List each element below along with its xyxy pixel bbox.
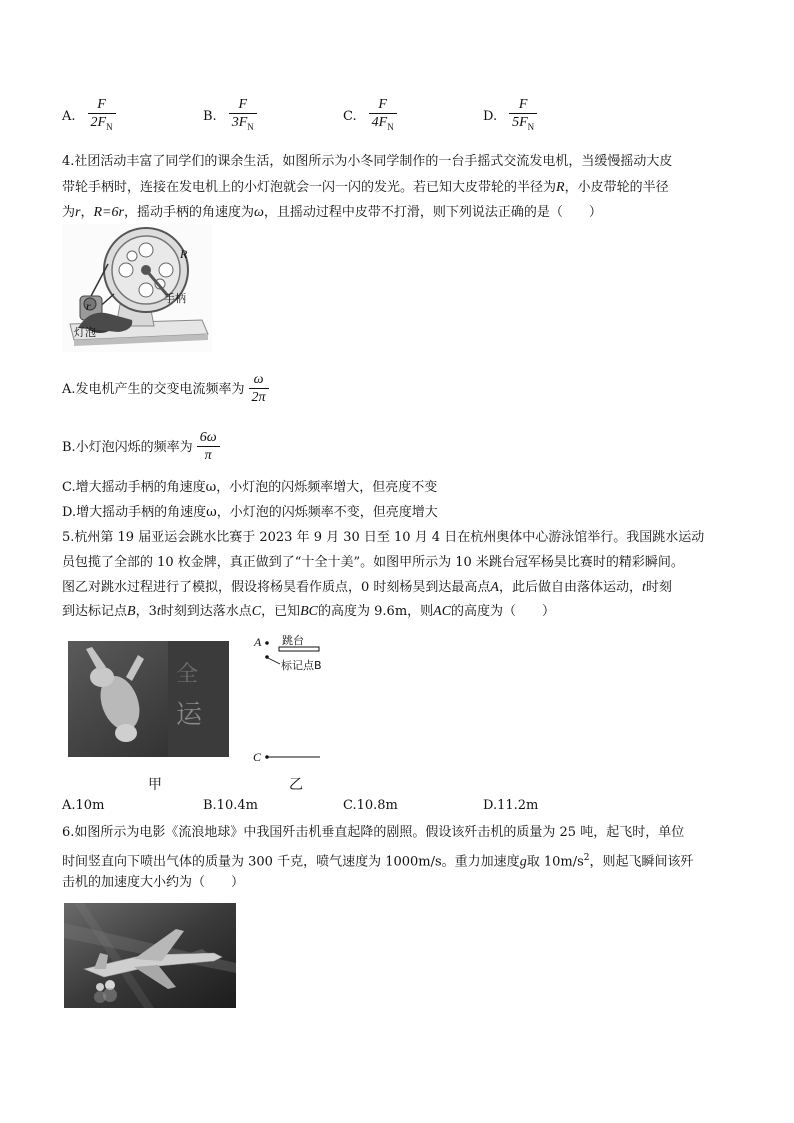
q3-choice-d: D. $\frac{F}{5F_N}$ (483, 97, 541, 136)
q4-stem-line1: 4.社团活动丰富了同学们的课余生活，如图所示为小冬同学制作的一台手摇式交流发电机，当缓慢摇动大皮 (62, 154, 673, 169)
q4-option-c: C.增大摇动手柄的角速度ω，小灯泡的闪烁频率增大，但亮度不变 (62, 480, 438, 495)
platform (279, 647, 319, 651)
q4-option-a: A.发电机产生的交变电流频率为 $\frac{\omega}{2\pi}$ (62, 372, 273, 407)
q5-stem-line3: 图乙对跳水过程进行了模拟，假设将杨昊看作质点，0 时刻杨昊到达最高点A，此后做自由落体运动，t时刻 (62, 580, 672, 595)
mark-B-label: 标记点B (281, 659, 322, 672)
q3-choice-c: C. $\frac{F}{4F_N}$ (343, 97, 401, 136)
point-A (265, 641, 269, 645)
q4-stem-line3: 为r，R=6r，摇动手柄的角速度为ω，且摇动过程中皮带不打滑，则下列说法正确的是（ ） (62, 205, 602, 220)
jet-photo (64, 903, 236, 1008)
q6-stem-line2: 时间竖直向下喷出气体的质量为 300 千克，喷气速度为 1000m/s。重力加速度g取 $10m/s^2$，则起飞瞬间该歼 (62, 853, 694, 870)
fig-label-yi: 乙 (289, 777, 303, 793)
q5-stem-line1: 5.杭州第 19 届亚运会跳水比赛于 2023 年 9 月 30 日至 10 月 4 日在杭州奥体中心游泳馆举行。我国跳水运动 (62, 530, 705, 545)
fraction: $\frac{F}{5F_N}$ (509, 97, 537, 136)
dive-diagram (250, 633, 345, 763)
platform-label: 跳台 (282, 634, 304, 647)
fraction: $\frac{F}{3F_N}$ (229, 97, 257, 136)
label-bulb: 灯泡 (74, 326, 96, 339)
q6-stem-line3: 击机的加速度大小约为（ ） (62, 875, 245, 890)
generator-figure (62, 224, 212, 352)
label-R: R (180, 247, 188, 261)
q3-choice-b: B. $\frac{F}{3F_N}$ (203, 97, 261, 136)
q5-stem-line2: 员包揽了全部的 10 枚金牌，真正做到了“十全十美”。如图甲所示为 10 米跳台冠军杨昊比赛时的精彩瞬间。 (62, 555, 684, 570)
point-C-label: C (253, 750, 262, 763)
q3-choice-a: A. $\frac{F}{2F_N}$ (62, 97, 120, 136)
label-r: r (86, 299, 91, 313)
svg-text:全: 全 (176, 662, 199, 687)
q5-stem-line4: 到达标记点B，3t时刻到达落水点C，已知BC的高度为 9.6m，则AC的高度为（ ） (62, 604, 556, 619)
fraction: $\frac{F}{4F_N}$ (369, 97, 397, 136)
diver-photo (68, 641, 229, 757)
q5-option-c: C.10.8m (343, 798, 398, 813)
q6-stem-line1: 6.如图所示为电影《流浪地球》中我国歼击机垂直起降的剧照。假设该歼击机的质量为 25 吨，起飞时，单位 (62, 825, 685, 840)
q5-option-d: D.11.2m (483, 798, 539, 813)
photo-text: 运 (176, 700, 203, 730)
label-handle: 手柄 (164, 292, 186, 305)
q5-option-b: B.10.4m (203, 798, 258, 813)
q4-option-b: B.小灯泡闪烁的频率为 $\frac{6\omega}{\pi}$ (62, 430, 224, 465)
q4-option-d: D.增大摇动手柄的角速度ω，小灯泡的闪烁频率不变，但亮度增大 (62, 505, 438, 520)
fig-label-jia: 甲 (148, 777, 162, 793)
fraction: $\frac{F}{2F_N}$ (88, 97, 116, 136)
q5-option-a: A.10m (62, 798, 105, 813)
point-A-label: A (254, 635, 262, 649)
q4-stem-line2: 带轮手柄时，连接在发电机上的小灯泡就会一闪一闪的发光。若已知大皮带轮的半径为R，小皮带轮的半径 (62, 180, 669, 195)
